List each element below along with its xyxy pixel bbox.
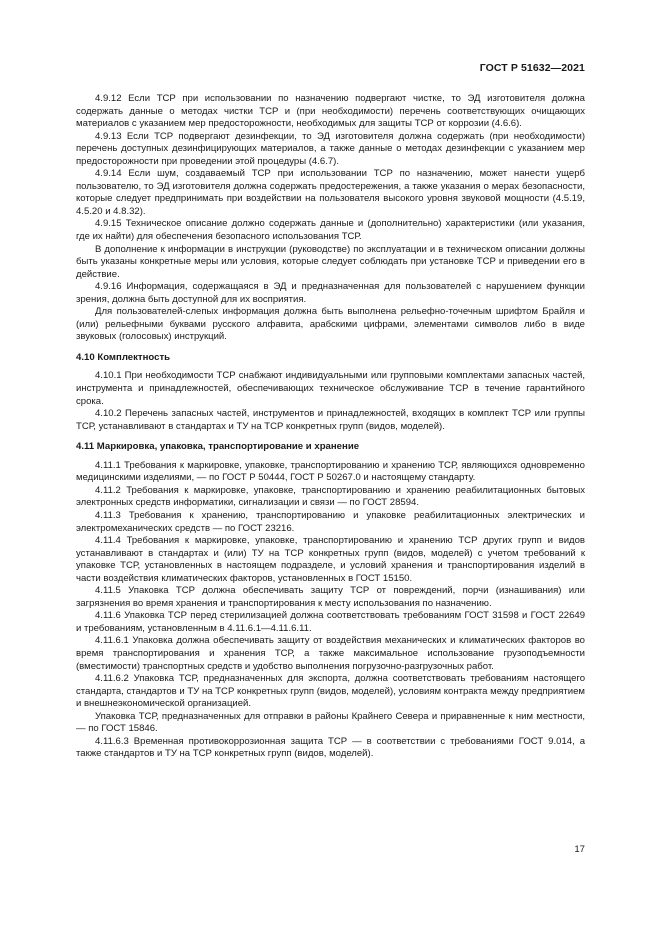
paragraph-4-9-16-cont: Для пользователей-слепых информация должна быть выполнена рельефно-точечным шрифтом Брайля и (или) рельефными буквами русского алфавита, арабскими цифрами, элементами символов либо в виде звуковых (голосовых) инструкций. [76,306,585,343]
paragraph-4-11-5: 4.11.5 Упаковка ТСР должна обеспечивать защиту ТСР от повреждений, порчи (изнашивания) или загрязнения во время хранения и транспортирования к месту использования по назначению. [76,585,585,609]
page-number: 17 [574,844,585,855]
page-body [76,93,585,761]
paragraph-4-11-6: 4.11.6 Упаковка ТСР перед стерилизацией должна соответствовать требованиям ГОСТ 31598 и ГОСТ 22649 и требованиям, установленным в 4.11.6.1—4.11.6.11. [76,610,585,634]
paragraph-4-11-6-2-cont: Упаковка ТСР, предназначенных для отправки в районы Крайнего Севера и приравненные к ним местности, — по ГОСТ 15846. [76,710,585,735]
section-heading-4-11: 4.11 Маркировка, упаковка, транспортирование и хранение [76,441,360,453]
paragraph-4-10-2: 4.10.2 Перечень запасных частей, инструментов и принадлежностей, входящих в комплект ТСР или группы ТСР, устанавливают в стандартах и ТУ на ТСР конкретных групп (видов, моделей). [76,408,585,432]
paragraph-4-9-15-cont: В дополнение к информации в инструкции (руководстве) по эксплуатации и в техническом описании должны быть указаны конкретные меры или условия, которые следует соблюдать при установке ТСР и приведении его в действие. [76,243,585,280]
paragraph-4-11-3: 4.11.3 Требования к хранению, транспортированию и упаковке реабилитационных электрических и электромеханических средств — по ГОСТ 23216. [76,509,585,534]
paragraph-4-9-12: 4.9.12 Если ТСР при использовании по назначению подвергают чистке, то ЭД изготовителя должна содержать данные о методах чистки ТСР и (при необходимости) перечень соответствующих очищающих материалов с указанием мер предосторожности, необходимых для защиты ТСР от коррозии (4.6.6). [76,93,585,130]
paragraph-4-11-6-1: 4.11.6.1 Упаковка должна обеспечивать защиту от воздействия механических и климатических факторов во время транспортирования и хранения ТСР, а также максимальное использование грузоподъемности (вместимости) транспортных средств и удобство выполнения погрузочно-разгрузочных работ. [76,635,585,672]
paragraph-4-11-4: 4.11.4 Требования к маркировке, упаковке, транспортированию и хранению ТСР других групп и видов устанавливают в стандартах и (или) ТУ на ТСР конкретных групп (видов, моделей) с учетом требований к упаковке ТСР, установленных в настоящем подразделе, и условий хранения и транспортирования изделий в части воздействия климатических факторов, установленных в ГОСТ 15150. [76,535,585,584]
document-code: ГОСТ Р 51632—2021 [479,62,585,74]
paragraph-4-11-6-2: 4.11.6.2 Упаковка ТСР, предназначенных для экспорта, должна соответствовать требованиям настоящего стандарта, стандартов и ТУ на ТСР конкретных групп (видов, моделей), условиям контракта между предприятием и внешнеэкономической организацией. [76,673,585,710]
paragraph-4-10-1: 4.10.1 При необходимости ТСР снабжают индивидуальными или групповыми комплектами запасных частей, инструмента и принадлежностей, обеспечивающих техническое обслуживание ТСР в течение гарантийного срока. [76,370,585,407]
paragraph-4-9-15: 4.9.15 Техническое описание должно содержать данные и (дополнительно) характеристики (или указания, где их найти) для обеспечения безопасного использования ТСР. [76,218,585,243]
paragraph-4-9-16: 4.9.16 Информация, содержащаяся в ЭД и предназначенная для пользователей с нарушением функции зрения, должна быть доступной для их восприятия. [76,281,585,305]
paragraph-4-11-1: 4.11.1 Требования к маркировке, упаковке, транспортированию и хранению ТСР, являющихся одновременно медицинскими изделиями, — по ГОСТ Р 50444, ГОСТ Р 50267.0 и настоящему стандарту. [76,459,585,484]
paragraph-4-11-6-3: 4.11.6.3 Временная противокоррозионная защита ТСР — в соответствии с требованиями ГОСТ 9.014, а также стандартов и ТУ на ТСР конкретных групп (видов, моделей). [76,735,585,760]
paragraph-4-9-14: 4.9.14 Если шум, создаваемый ТСР при использовании ТСР по назначению, может нанести ущерб пользователю, то ЭД изготовителя должна содержать предостережения, а также указания о мерах безопасности, которые следует предпринимать при воздействии на пользователя высокого уровня звуковой мощности (4.5.19, 4.5.20 и 4.8.32). [76,168,585,217]
paragraph-4-11-2: 4.11.2 Требования к маркировке, упаковке, транспортированию и хранению реабилитационных бытовых электронных средств информатики, сигнализации и связи — по ГОСТ 28594. [76,484,585,509]
paragraph-4-9-13: 4.9.13 Если ТСР подвергают дезинфекции, то ЭД изготовителя должна содержать (при необходимости) перечень доступных дезинфицирующих материалов, а также данные о методах дезинфекции с указанием мер предосторожности при проведении этой процедуры (4.6.7). [76,130,585,167]
section-heading-4-10: 4.10 Комплектность [76,351,171,363]
